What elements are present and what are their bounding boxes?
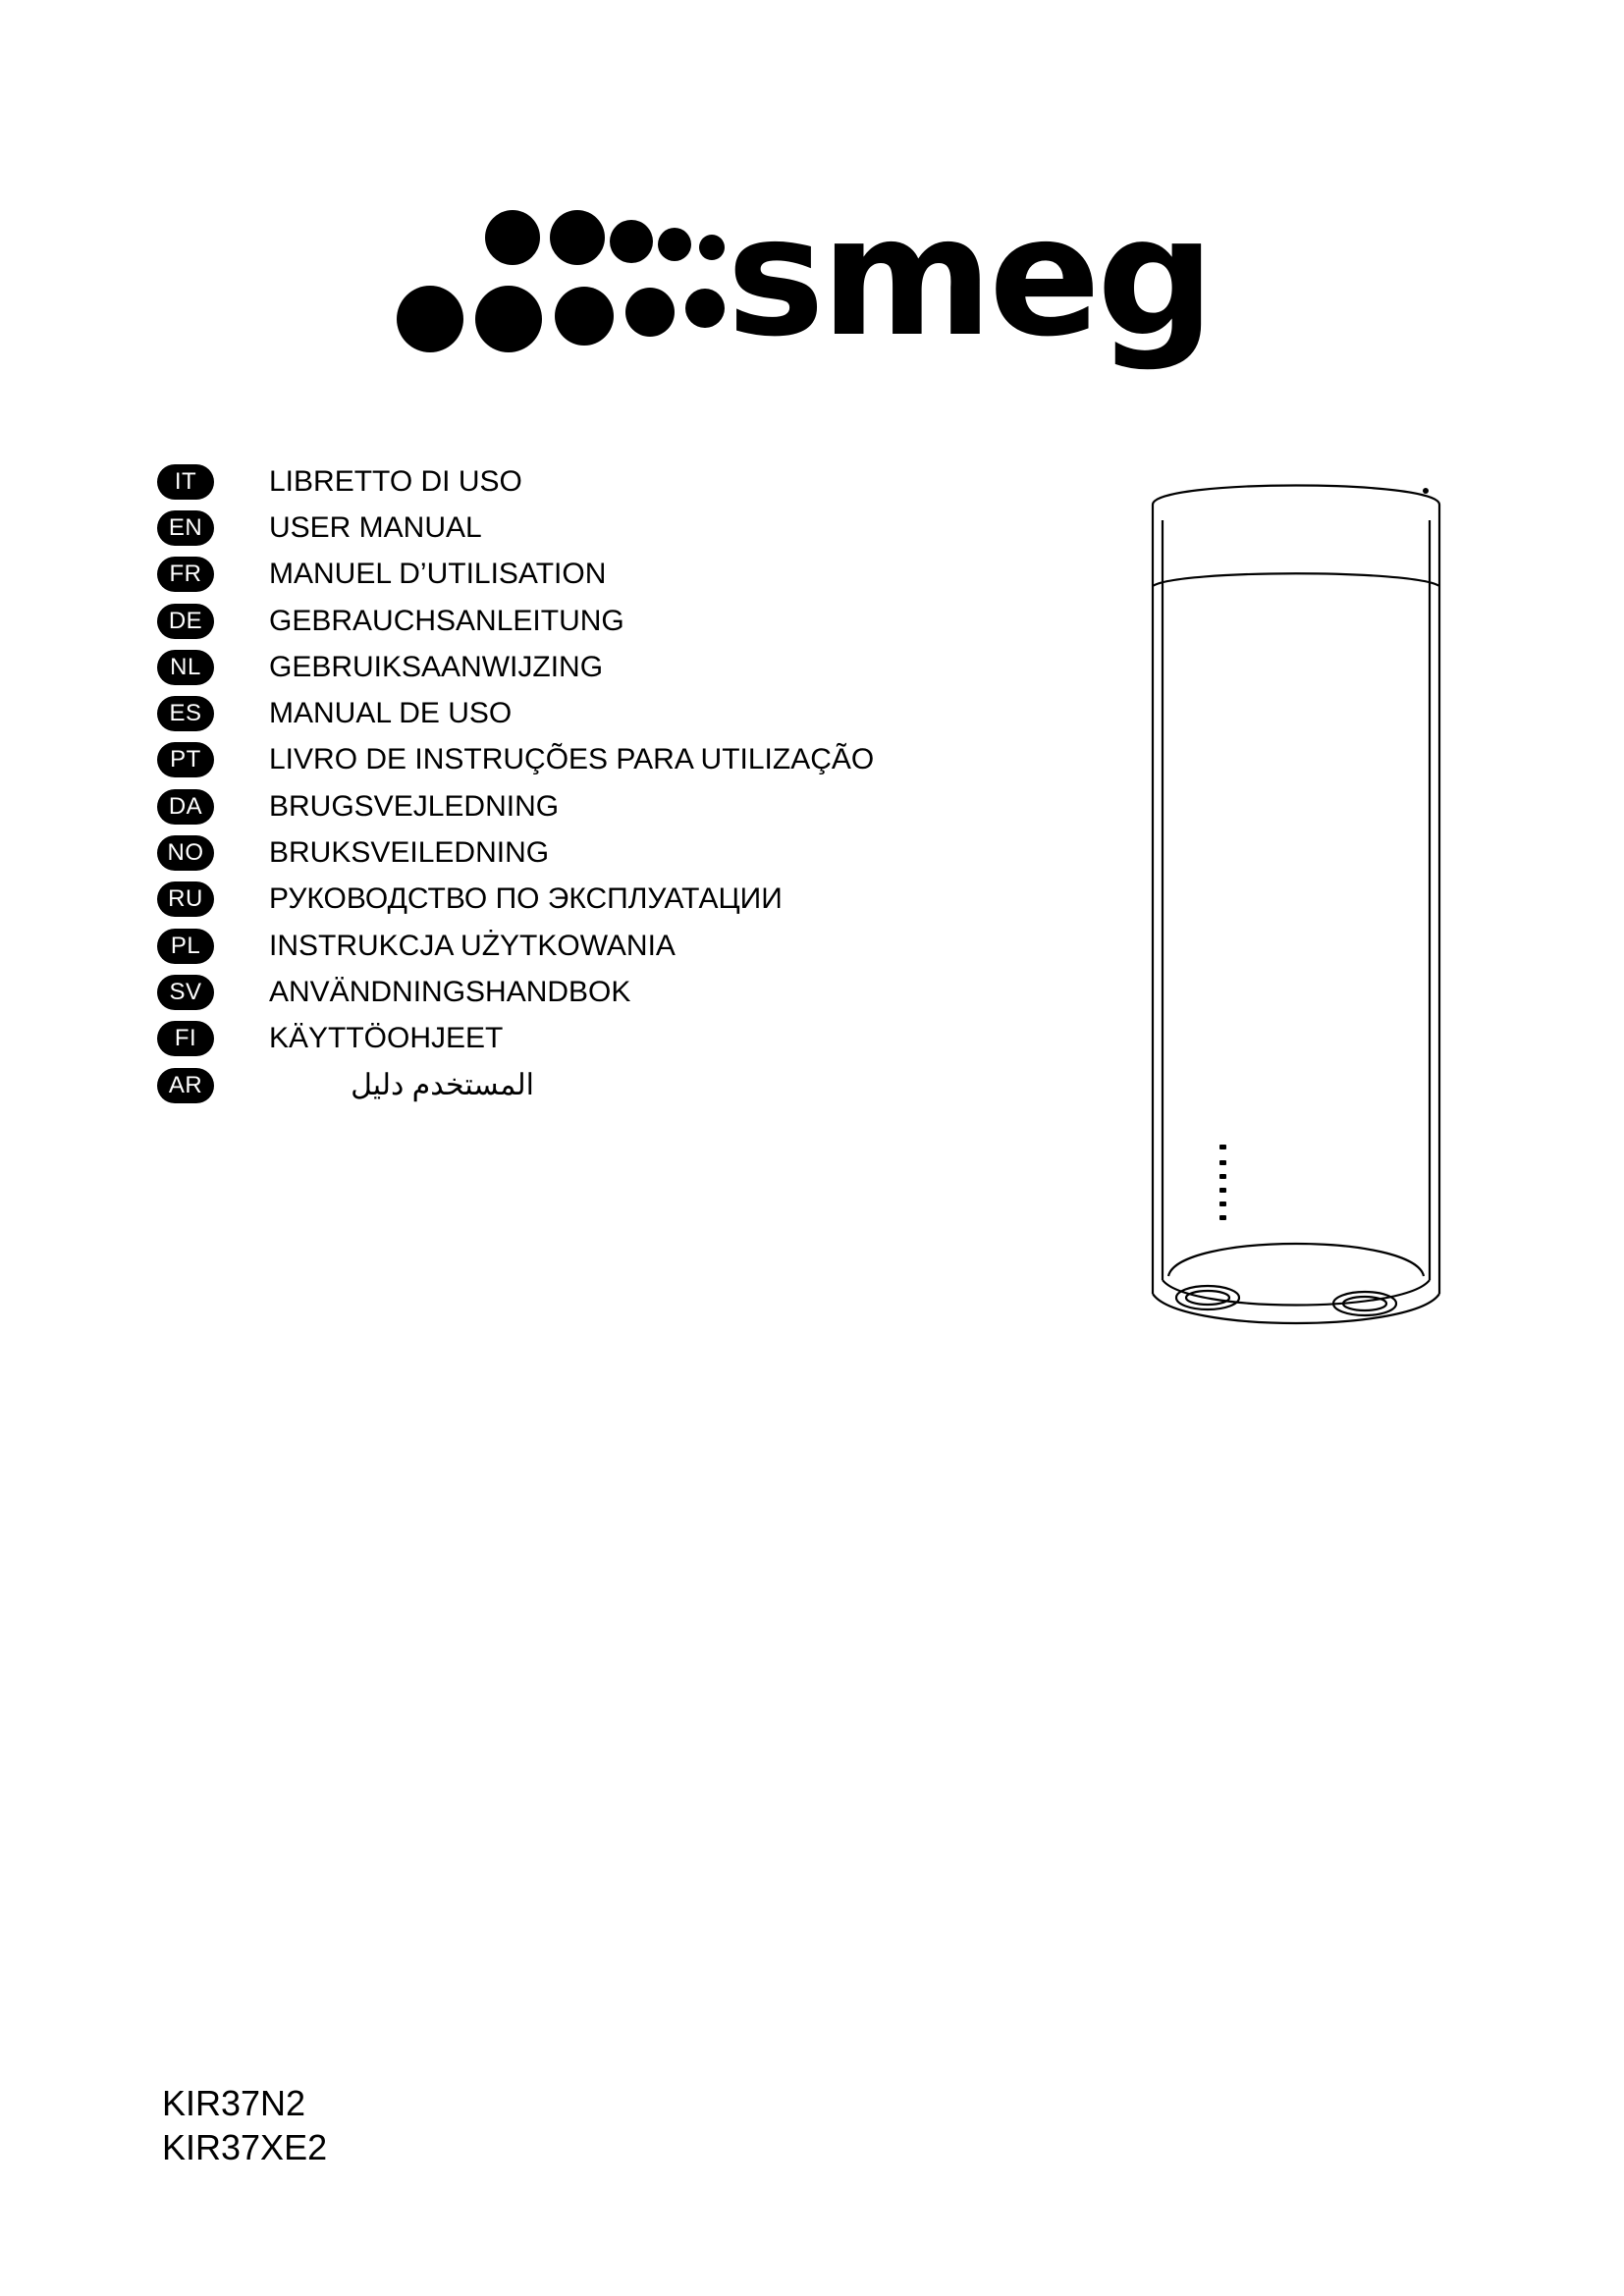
language-code-badge: FI <box>157 1021 214 1056</box>
language-code-badge: ES <box>157 696 214 731</box>
manual-title: BRUGSVEJLEDNING <box>269 789 560 823</box>
manual-title: USER MANUAL <box>269 510 482 544</box>
model-numbers <box>162 2081 327 2169</box>
language-list <box>157 458 874 1108</box>
brand-wordmark: smeg <box>727 206 1212 373</box>
language-item <box>157 1016 874 1062</box>
manual-title: GEBRUIKSAANWIJZING <box>269 650 604 683</box>
smeg-logo <box>393 206 1257 383</box>
language-code-badge: RU <box>157 881 214 917</box>
language-item <box>157 1062 874 1108</box>
language-code-badge: SV <box>157 975 214 1010</box>
language-code-badge: PT <box>157 742 214 777</box>
manual-title: المستخدم دليل <box>351 1068 534 1101</box>
language-code-badge: NO <box>157 835 214 871</box>
language-item <box>157 969 874 1015</box>
manual-title: LIVRO DE INSTRUÇÕES PARA UTILIZAÇÃO <box>269 743 875 776</box>
language-item <box>157 737 874 783</box>
hood-illustration <box>1139 471 1463 1360</box>
model-number: KIR37N2 <box>162 2083 306 2123</box>
manual-title: MANUAL DE USO <box>269 697 513 730</box>
language-code-badge: IT <box>157 464 214 500</box>
language-item <box>157 829 874 876</box>
language-code-badge: EN <box>157 510 214 546</box>
language-item <box>157 505 874 551</box>
language-item <box>157 552 874 598</box>
language-item <box>157 923 874 969</box>
language-item <box>157 644 874 690</box>
manual-title: РУКОВОДСТВО ПО ЭКСПЛУАТАЦИИ <box>269 882 783 916</box>
language-item <box>157 877 874 923</box>
language-item <box>157 783 874 829</box>
manual-title: LIBRETTO DI USO <box>269 464 522 498</box>
cylindrical-hood-drawing-icon <box>1139 471 1463 1360</box>
language-code-badge: NL <box>157 650 214 685</box>
model-number: KIR37XE2 <box>162 2127 328 2167</box>
manual-title: BRUKSVEILEDNING <box>269 836 550 870</box>
manual-title: KÄYTTÖOHJEET <box>269 1022 504 1055</box>
language-code-badge: FR <box>157 557 214 592</box>
language-item <box>157 690 874 736</box>
language-code-badge: DA <box>157 789 214 825</box>
language-code-badge: DE <box>157 604 214 639</box>
smeg-dots-logo-icon <box>393 206 1257 383</box>
language-item <box>157 598 874 644</box>
manual-title: INSTRUKCJA UŻYTKOWANIA <box>269 929 676 962</box>
language-item <box>157 458 874 505</box>
manual-title: GEBRAUCHSANLEITUNG <box>269 604 624 637</box>
manual-title: ANVÄNDNINGSHANDBOK <box>269 975 631 1008</box>
language-code-badge: PL <box>157 929 214 964</box>
manual-title: MANUEL D’UTILISATION <box>269 558 607 591</box>
language-code-badge: AR <box>157 1068 214 1103</box>
